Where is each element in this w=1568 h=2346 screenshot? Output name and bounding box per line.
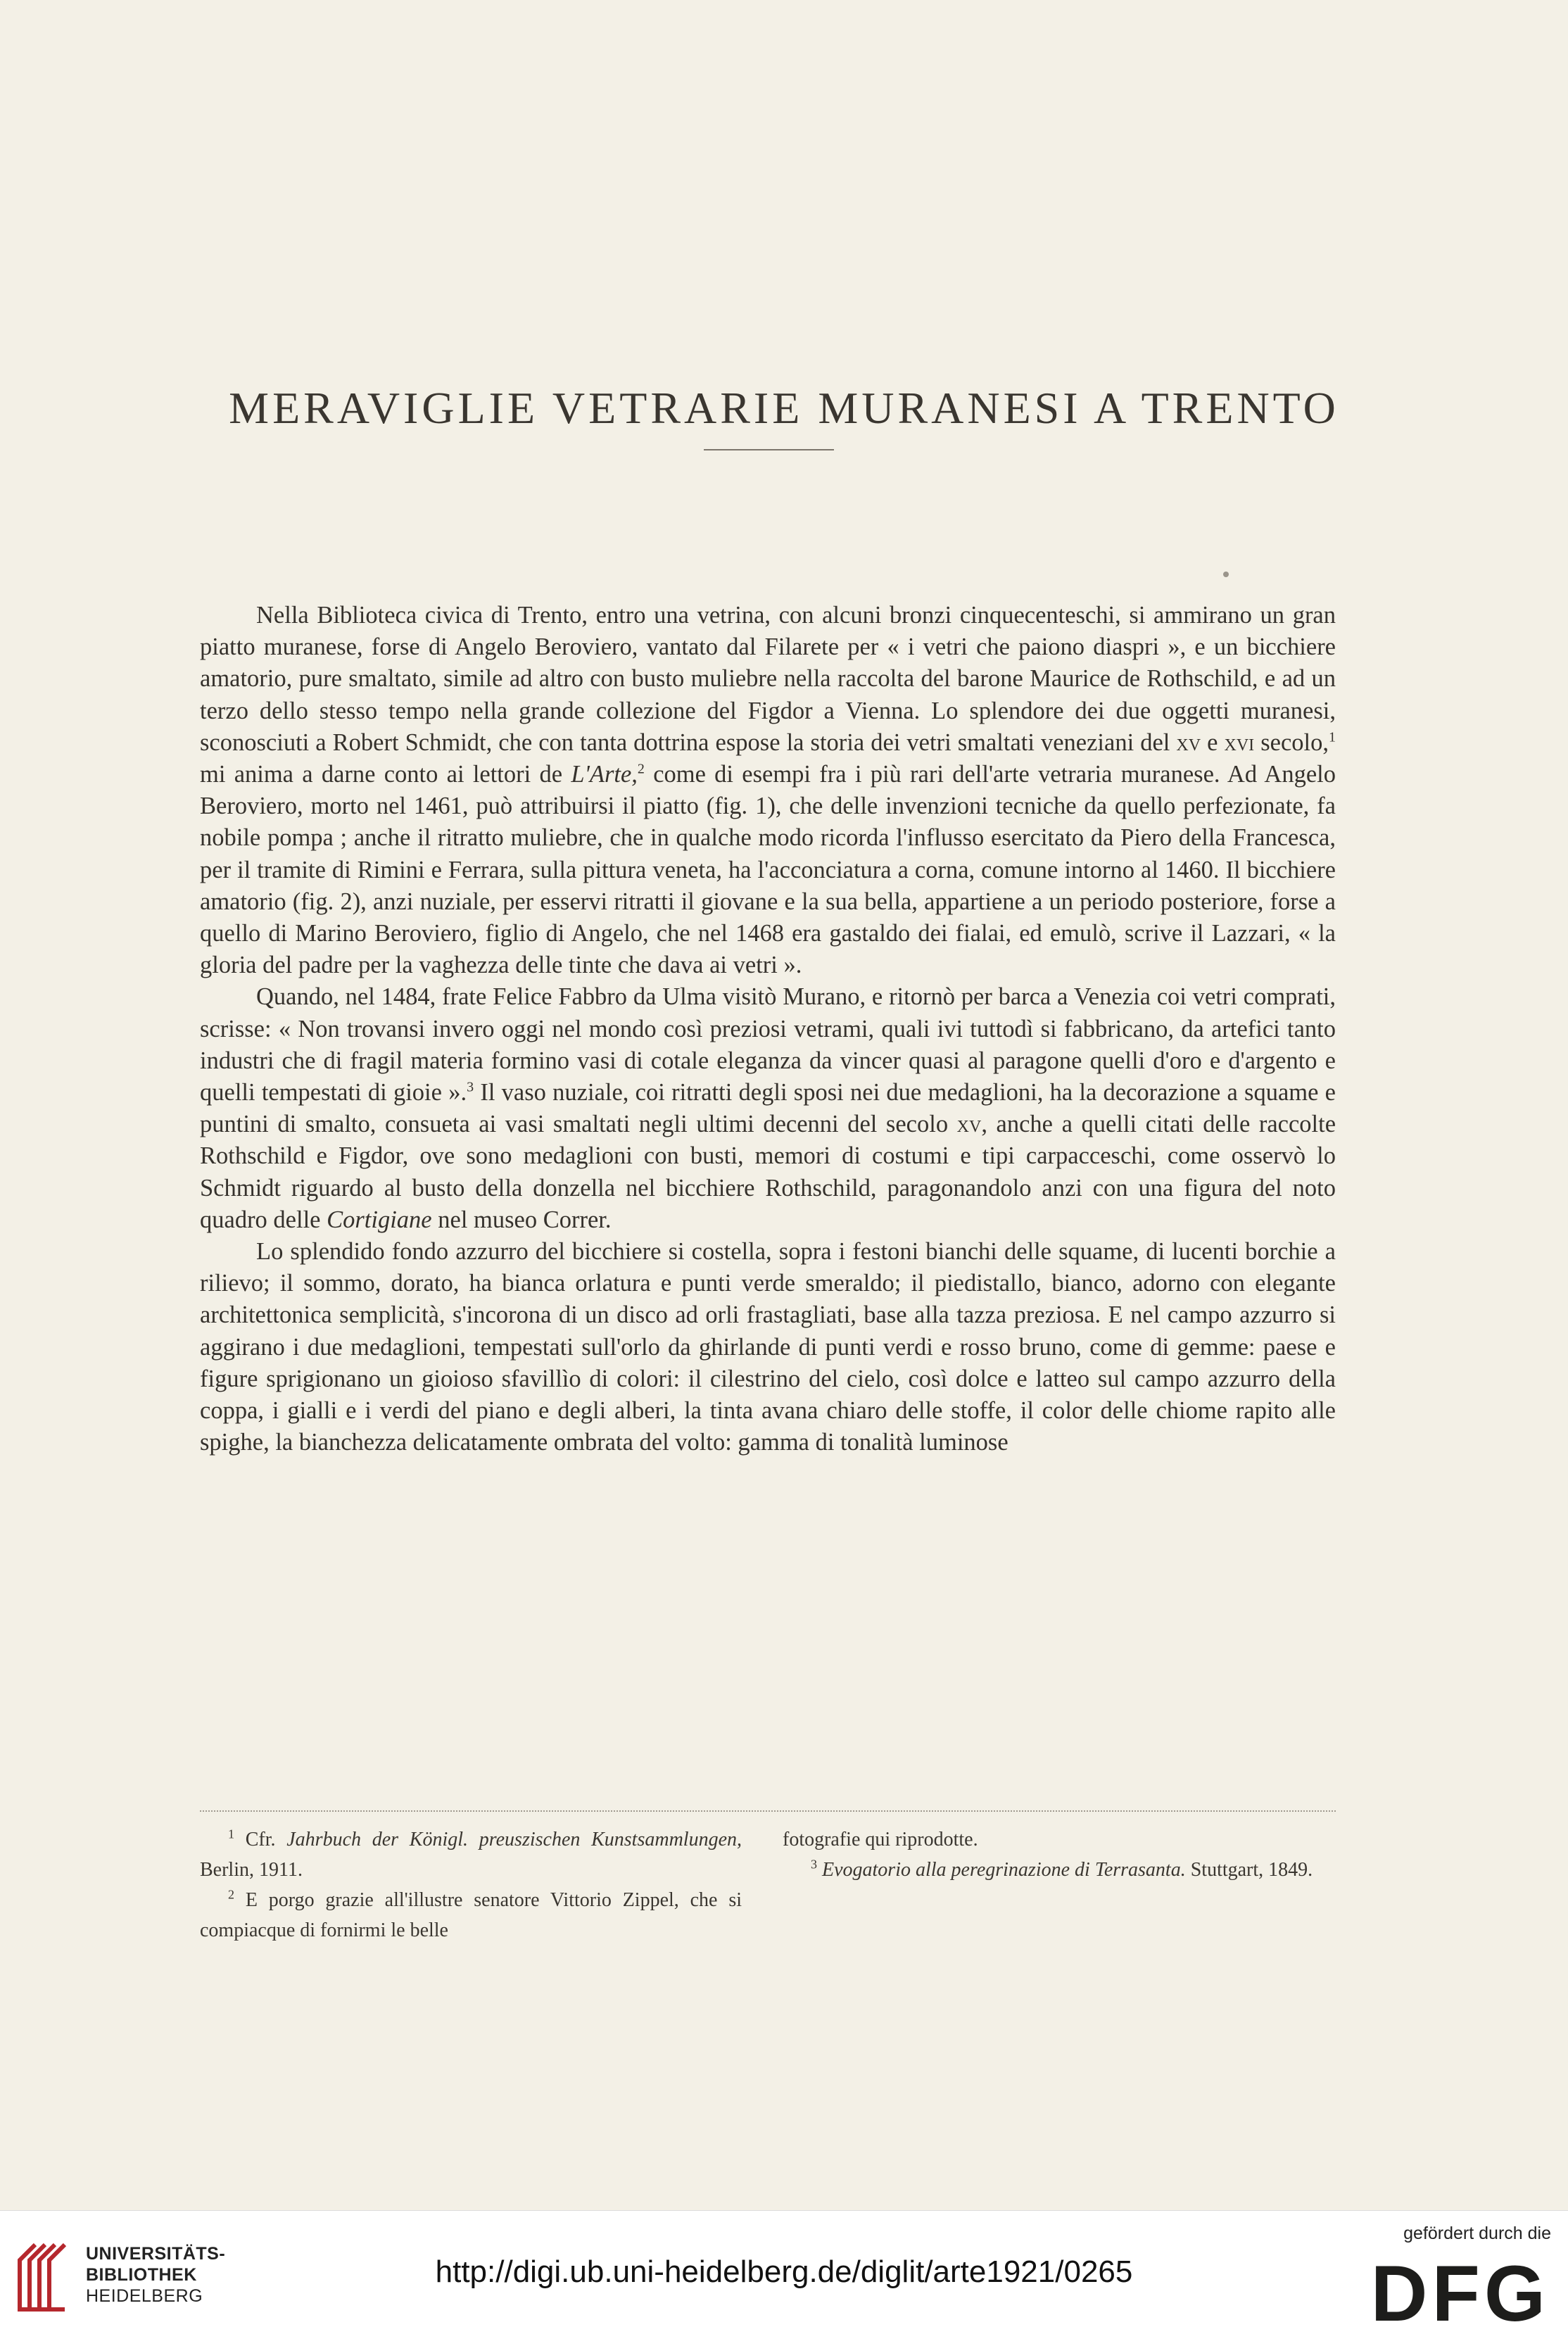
title-divider <box>704 449 834 450</box>
footnote-1 <box>200 1824 742 1885</box>
footnote-2-text: E porgo grazie all'illustre senatore Vittorio Zippel, che si compiacque di fornirmi le belle <box>200 1889 742 1941</box>
paragraph-2-text-a: Quando, nel 1484, frate Felice Fabbro da Ulma visitò Murano, e ritornò per barca a Venezia coi vetri comprati, scrisse: « Non trovansi invero oggi nel mondo così preziosi vetrami, quali ivi tuttodì si fabbricano, da artefici tanto industri che di fragil materia formino vasi di cotale eleganza da vincer quasi al paragone quelli d'oro e d'argento e quelli tempestati di gioie ». <box>200 983 1336 1106</box>
paragraph-1-text-e: come di esempi fra i più rari dell'arte vetraria muranese. Ad Angelo Beroviero, morto nel 1461, può attribuirsi il piatto (fig. 1), che delle invenzioni tecniche da quello perfezionate, fa nobile pompa ; anche il ritratto muliebre, che in qualche modo ricorda l'influsso esercitato da Piero della Francesca, per il tramite di Rimini e Ferrara, sulla pittura veneta, ha l'acconciatura a corna, comune intorno al 1460. Il bicchiere amatorio (fig. 2), anzi nuziale, per esservi ritratti il giovane e la sua bella, appartiene a un periodo posteriore, forse a quello di Marino Beroviero, figlio di Angelo, che nel 1468 era gastaldo dei fialai, ed emulò, scrive il Lazzari, « la gloria del padre per la vaghezza delle tinte che dava ai vetri ». <box>200 761 1336 979</box>
footnote-ref-1: 1 <box>1329 729 1336 745</box>
footnote-3-post: Stuttgart, 1849. <box>1185 1859 1313 1881</box>
century-xv: xv <box>1176 729 1201 756</box>
paragraph-1-text-a: Nella Biblioteca civica di Trento, entro una vetrina, con alcuni bronzi cinquecenteschi, si ammirano un gran piatto muranese, forse di Angelo Beroviero, vantato dal Filarete per « i vetri che paiono diaspri », e un bicchiere amatorio, pure smaltato, simile ad altro con busto muliebre nella raccolta del barone Maurice de Rothschild, e ad un terzo dello stesso tempo nella grande collezione del Figdor a Vienna. Lo splendore dei due oggetti muranesi, sconosciuti a Robert Schmidt, che con tanta dottrina espose la storia dei vetri smaltati veneziani del <box>200 602 1336 756</box>
article-body <box>200 600 1336 1458</box>
footnote-3-mark: 3 <box>811 1857 817 1872</box>
footnote-2-mark: 2 <box>228 1887 234 1902</box>
paragraph-1-text-c: secolo, <box>1254 729 1329 756</box>
footnote-ref-3: 3 <box>467 1079 474 1095</box>
paragraph-1 <box>200 600 1336 981</box>
paragraph-2 <box>200 981 1336 1236</box>
footnotes-left-column <box>200 1824 742 1945</box>
footnote-ref-2: 2 <box>637 761 645 777</box>
footnote-1-mark: 1 <box>228 1827 234 1841</box>
footnote-1-pre: Cfr. <box>234 1829 287 1850</box>
century-xvi: xvi <box>1224 729 1255 756</box>
library-name-line-1: UNIVERSITÄTS- <box>86 2244 226 2264</box>
sponsor-caption: gefördert durch die <box>1403 2224 1551 2243</box>
article-title: MERAVIGLIE VETRARIE MURANESI A TRENTO <box>229 382 1339 433</box>
dfg-logo: DFG <box>1370 2250 1550 2338</box>
page-url-link[interactable]: http://digi.ub.uni-heidelberg.de/diglit/arte1921/0265 <box>435 2254 1133 2289</box>
library-name-line-3: HEIDELBERG <box>86 2286 203 2306</box>
footnote-2-continued: fotografie qui riprodotte. <box>783 1829 978 1850</box>
footnote-1-post: Berlin, 1911. <box>200 1859 303 1881</box>
paragraph-1-text-d: mi anima a darne conto ai lettori de <box>200 761 571 788</box>
viewer-footer <box>0 2210 1568 2346</box>
library-name-line-2: BIBLIOTHEK <box>86 2265 197 2285</box>
paragraph-3: Lo splendido fondo azzurro del bicchiere si costella, sopra i festoni bianchi delle squame, di lucenti borchie a rilievo; il sommo, dorato, ha bianca orlatura e punti verde smeraldo; il piedistallo, bianco, adorno con elegante architettonica semplicità, s'incorona di un disco ad orli frastagliati, base alla tazza preziosa. E nel campo azzurro si aggirano i due medaglioni, tempestati sull'orlo da ghirlande di punti verdi e rosso bruno, come di gemme: paese e figure sprigionano un gioioso sfavillìo di colori: il cilestrino del cielo, così dolce e latteo sul campo azzurro della coppa, i gialli e i verdi del piano e degli alberi, la tinta avana chiaro delle stoffe, il color delle chiome rapito alle spighe, la bianchezza delicatamente ombrata del volto: gamma di tonalità luminose <box>200 1238 1336 1456</box>
ink-speck <box>1223 572 1229 577</box>
journal-title: L'Arte, <box>571 761 638 788</box>
painting-title: Cortigiane <box>327 1206 432 1233</box>
footnote-3-title: Evogatorio alla peregrinazione di Terrasanta. <box>817 1859 1186 1881</box>
paragraph-2-text-b: Il vaso nuziale, coi ritratti degli sposi nei due medaglioni, ha la decorazione a squame e puntini di smalto, consueta ai vasi smaltati negli ultimi decenni del secolo <box>200 1079 1336 1138</box>
footnotes-right-column <box>783 1824 1336 1885</box>
footnote-2 <box>200 1885 742 1945</box>
footnote-1-title: Jahrbuch der Königl. preuszischen Kunstsammlungen, <box>286 1829 742 1850</box>
century-xv: xv <box>956 1111 982 1138</box>
paragraph-1-text-b: e <box>1201 729 1225 756</box>
paragraph-2-text-c: , anche a quelli citati delle raccolte Rothschild e Figdor, ove sono medaglioni con busti, memori di costumi e tipi carpacceschi, come osservò lo Schmidt riguardo al busto della donzella nel bicchiere Rothschild, paragonandolo anzi con una figura del noto quadro delle <box>200 1111 1336 1233</box>
footnote-divider <box>200 1810 1336 1812</box>
footnote-3 <box>783 1855 1336 1885</box>
paragraph-2-text-d: nel museo Correr. <box>431 1206 612 1233</box>
